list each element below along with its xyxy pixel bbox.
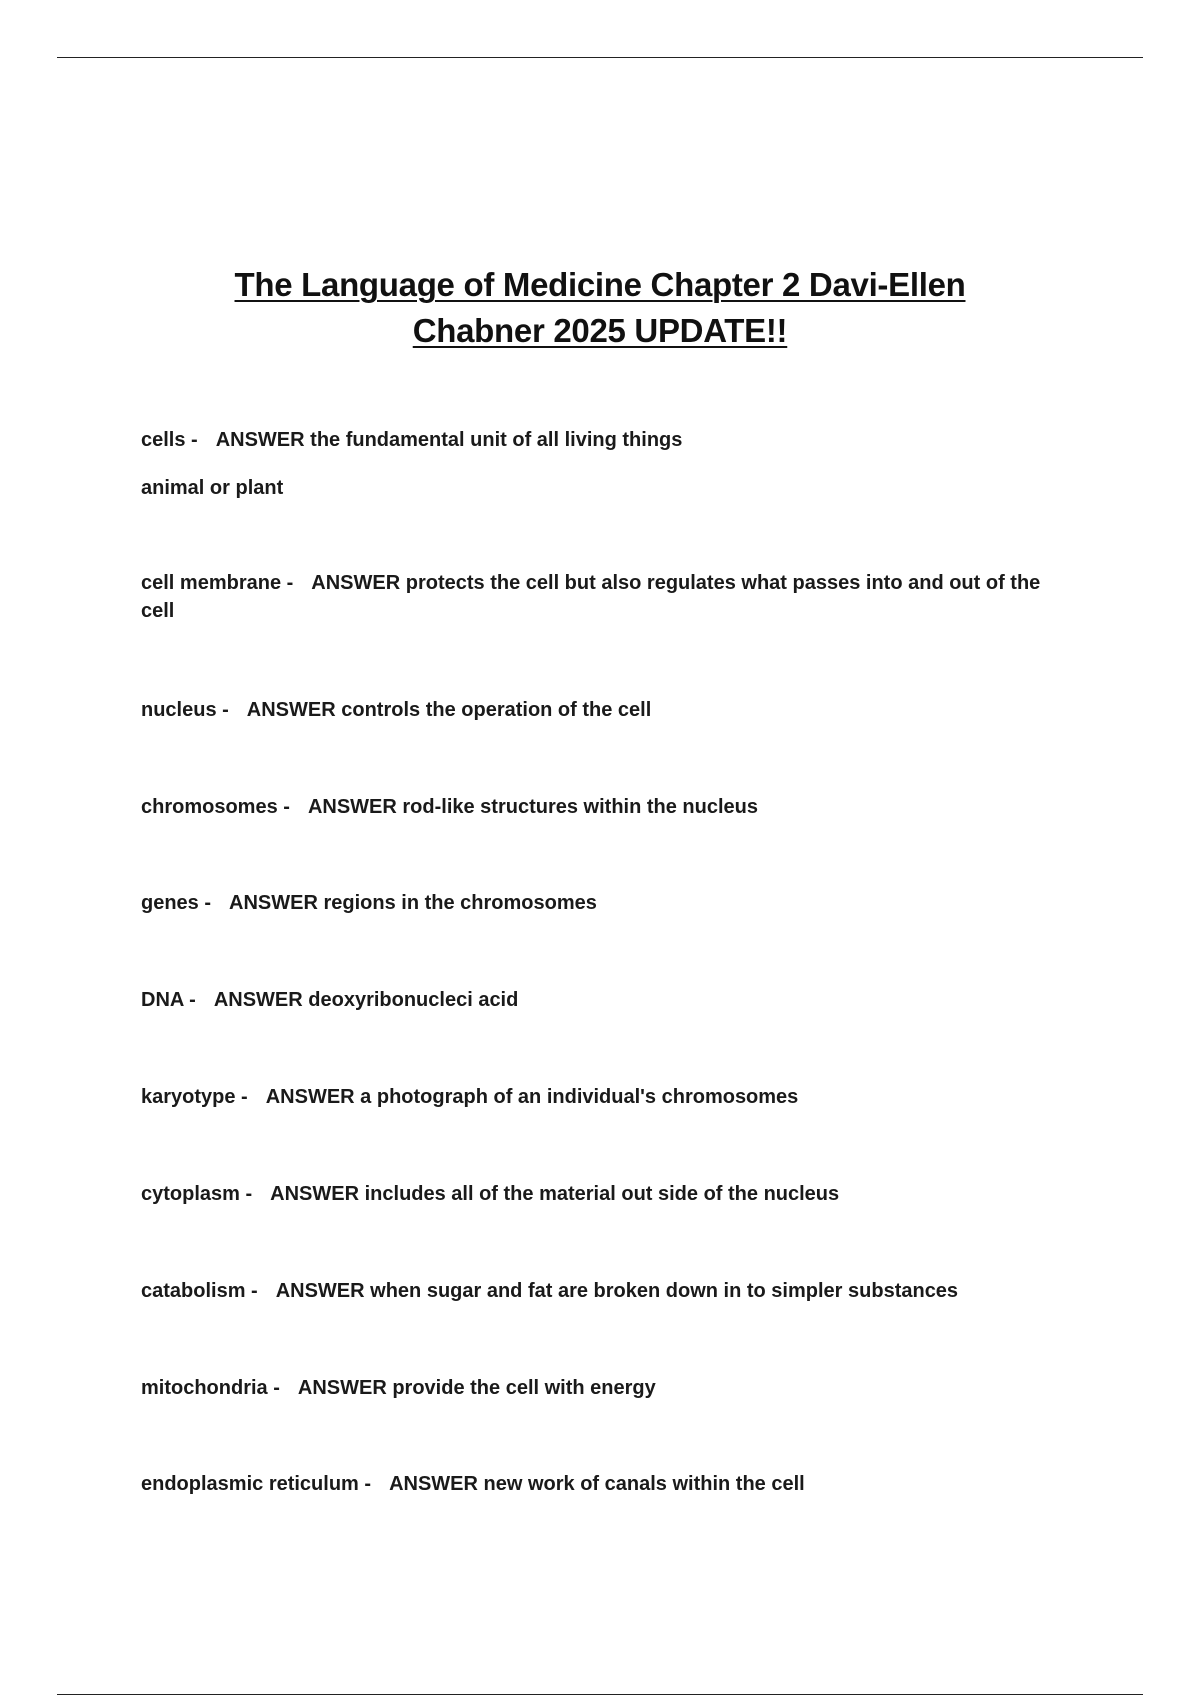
entry-dna (141, 986, 518, 1014)
entry-definition: includes all of the material out side of the nucleus (364, 1183, 840, 1205)
entry-catabolism (141, 1277, 1071, 1305)
answer-keyword: ANSWER (311, 572, 401, 594)
answer-keyword: ANSWER (213, 989, 303, 1011)
entry-definition: when sugar and fat are broken down in to simpler substances (370, 1280, 959, 1302)
entry-definition: controls the operation of the cell (341, 699, 652, 721)
answer-keyword: ANSWER (307, 796, 397, 818)
answer-keyword: ANSWER (389, 1473, 478, 1495)
entry-definition: new work of canals within the cell (483, 1473, 805, 1495)
entry-definition: protects the cell but also regulates what passes into and out of the cell (141, 572, 1041, 622)
title-line-1: The Language of Medicine Chapter 2 Davi-Ellen (234, 266, 966, 303)
entry-definition: provide the cell with energy (392, 1377, 656, 1399)
entry-term: cytoplasm - (141, 1183, 253, 1205)
entry-term: mitochondria - (141, 1377, 280, 1399)
answer-keyword: ANSWER (270, 1183, 360, 1205)
entry-cells (141, 426, 682, 502)
entry-term: DNA - (141, 989, 196, 1011)
document-title (100, 262, 1100, 354)
entry-term: endoplasmic reticulum - (141, 1473, 372, 1495)
entry-cell-membrane (141, 569, 1071, 625)
entry-endoplasmic-reticulum (141, 1470, 805, 1498)
answer-keyword: ANSWER (229, 892, 318, 914)
answer-keyword: ANSWER (297, 1377, 387, 1399)
entry-term: nucleus - (141, 699, 229, 721)
entry-chromosomes (141, 793, 758, 821)
entry-cytoplasm (141, 1180, 839, 1208)
answer-keyword: ANSWER (215, 429, 305, 451)
entry-definition: the fundamental unit of all living things (310, 429, 683, 451)
entry-term: karyotype - (141, 1086, 248, 1108)
entry-definition: regions in the chromosomes (323, 892, 597, 914)
entry-definition: deoxyribonucleci acid (308, 989, 519, 1011)
entry-term: chromosomes - (141, 796, 290, 818)
entry-karyotype (141, 1083, 798, 1111)
entry-continuation: animal or plant (141, 477, 284, 499)
entry-term: cells - (141, 429, 198, 451)
answer-keyword: ANSWER (275, 1280, 365, 1302)
entry-definition: a photograph of an individual's chromosomes (360, 1086, 799, 1108)
entry-nucleus (141, 696, 651, 724)
answer-keyword: ANSWER (246, 699, 336, 721)
entry-term: cell membrane - (141, 572, 294, 594)
bottom-rule (57, 1694, 1143, 1695)
answer-keyword: ANSWER (265, 1086, 355, 1108)
entry-term: genes - (141, 892, 212, 914)
title-line-2: Chabner 2025 UPDATE!! (412, 312, 788, 349)
entry-definition: rod-like structures within the nucleus (402, 796, 759, 818)
entry-mitochondria (141, 1374, 656, 1402)
entry-term: catabolism - (141, 1280, 258, 1302)
top-rule (57, 57, 1143, 58)
entry-genes (141, 889, 597, 917)
